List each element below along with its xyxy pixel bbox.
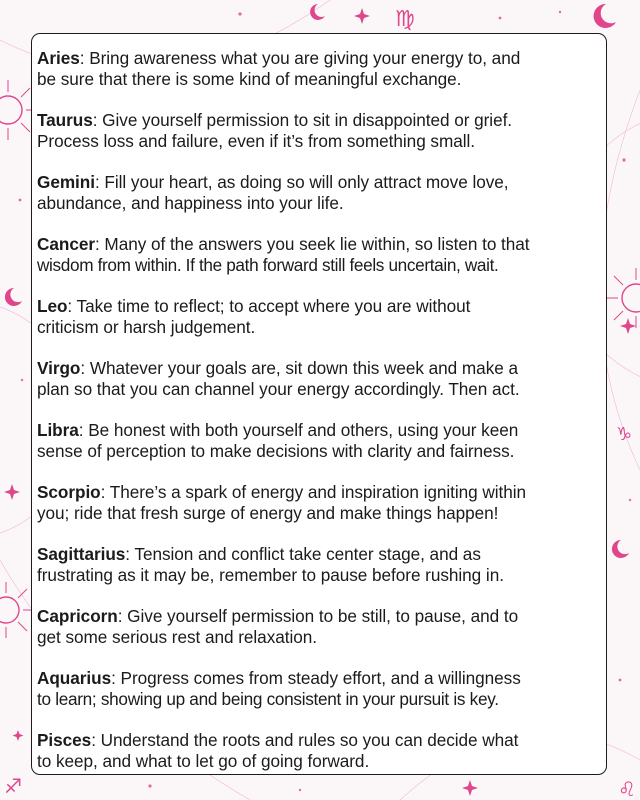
moon-icon bbox=[612, 540, 629, 558]
sun-icon bbox=[0, 582, 34, 638]
horoscope-entry-pisces bbox=[37, 730, 606, 771]
virgo-glyph-icon: ♍ bbox=[395, 7, 415, 32]
moon-icon bbox=[310, 4, 325, 20]
horoscope-entry-libra bbox=[37, 420, 606, 461]
horoscope-entry-gemini bbox=[37, 172, 606, 213]
horoscope-text: : Fill your heart, as doing so will only attract move love, bbox=[94, 172, 509, 192]
horoscope-entry-capricorn bbox=[37, 606, 606, 647]
horoscope-text: to keep, and what to let go of going forward. bbox=[37, 750, 370, 771]
horoscope-text: criticism or harsh judgement. bbox=[37, 316, 256, 337]
capricorn-glyph-icon: ♑ bbox=[616, 424, 633, 445]
horoscope-text: : Be honest with both yourself and others, using your keen bbox=[78, 420, 519, 440]
horoscope-entry-taurus bbox=[37, 110, 606, 151]
horoscope-card bbox=[31, 33, 607, 775]
sagittarius-glyph-icon: ♐ bbox=[4, 774, 22, 798]
sign-name: Gemini bbox=[37, 172, 95, 192]
horoscope-text: : Whatever your goals are, sit down this week and make a bbox=[80, 358, 518, 378]
sign-name: Aquarius bbox=[37, 668, 112, 688]
sign-name: Pisces bbox=[37, 730, 92, 750]
sign-name: Scorpio bbox=[37, 482, 101, 502]
horoscope-text: : Tension and conflict take center stage, and as bbox=[125, 544, 481, 564]
moon-icon bbox=[594, 4, 616, 28]
horoscope-text: sense of perception to make decisions with clarity and fairness. bbox=[37, 440, 515, 461]
horoscope-text: get some serious rest and relaxation. bbox=[37, 626, 317, 647]
moon-icon bbox=[5, 288, 22, 306]
horoscope-text: : Give yourself permission to be still, to pause, and to bbox=[117, 606, 519, 626]
sign-name: Virgo bbox=[37, 358, 81, 378]
horoscope-text: wisdom from within. If the path forward still feels uncertain, wait. bbox=[37, 254, 499, 275]
horoscope-text: to learn; showing up and being consistent in your pursuit is key. bbox=[37, 688, 499, 709]
horoscope-text: : Give yourself permission to sit in disappointed or grief. bbox=[92, 110, 513, 130]
horoscope-entry-scorpio bbox=[37, 482, 606, 523]
sign-name: Aries bbox=[37, 48, 80, 68]
sun-icon bbox=[606, 268, 640, 328]
horoscope-text: you; ride that fresh surge of energy and make things happen! bbox=[37, 502, 499, 523]
sign-name: Sagittarius bbox=[37, 544, 126, 564]
horoscope-text: be sure that there is some kind of meaningful exchange. bbox=[37, 68, 462, 89]
horoscope-text: : Understand the roots and rules so you can decide what bbox=[91, 730, 519, 750]
horoscope-text: frustrating as it may be, remember to pause before rushing in. bbox=[37, 564, 504, 585]
horoscope-entry-virgo bbox=[37, 358, 606, 399]
horoscope-text: : Many of the answers you seek lie within, so listen to that bbox=[94, 234, 530, 254]
horoscope-text: plan so that you can channel your energy accordingly. Then act. bbox=[37, 378, 520, 399]
horoscope-text: : Bring awareness what you are giving your energy to, and bbox=[79, 48, 521, 68]
horoscope-entry-aquarius bbox=[37, 668, 606, 709]
sign-name: Leo bbox=[37, 296, 68, 316]
horoscope-entry-aries bbox=[37, 48, 606, 89]
horoscope-text: : There’s a spark of energy and inspiration igniting within bbox=[100, 482, 527, 502]
sign-name: Taurus bbox=[37, 110, 93, 130]
horoscope-entry-sagittarius bbox=[37, 544, 606, 585]
horoscope-entry-cancer bbox=[37, 234, 606, 275]
sign-name: Capricorn bbox=[37, 606, 118, 626]
horoscope-text: Process loss and failure, even if it’s from something small. bbox=[37, 130, 476, 151]
sign-name: Cancer bbox=[37, 234, 95, 254]
leo-glyph-icon: ♌ bbox=[618, 777, 636, 800]
sign-name: Libra bbox=[37, 420, 79, 440]
horoscope-text: abundance, and happiness into your life. bbox=[37, 192, 344, 213]
horoscope-text: : Take time to reflect; to accept where you are without bbox=[67, 296, 471, 316]
horoscope-text: : Progress comes from steady effort, and a willingness bbox=[111, 668, 521, 688]
horoscope-entry-leo bbox=[37, 296, 606, 337]
